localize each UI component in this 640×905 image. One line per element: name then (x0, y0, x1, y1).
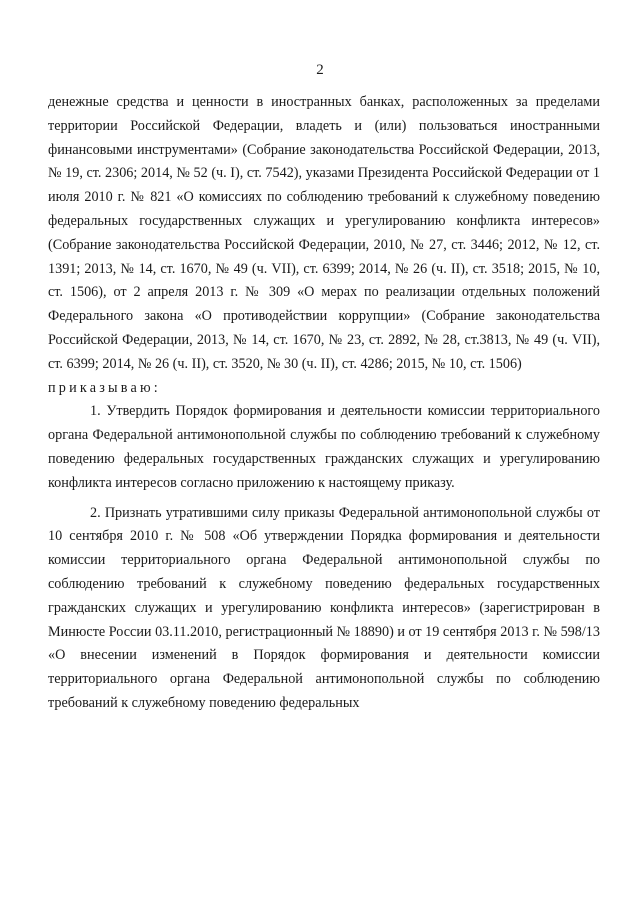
page-number: 2 (316, 62, 324, 78)
paragraph-legal-basis: денежные средства и ценности в иностранных банках, расположенных за пределами территории Российской Федерации, владеть и (или) пользоваться иностранными финансовыми инструментами» (Собрание законодательства Российской Федерации, 2013, № 19, ст. 2306; 2014, № 52 (ч. I), ст. 7542), указами Президента Российской Федерации от 1 июля 2010 г. № 821 «О комиссиях по соблюдению требований к служебному поведению федеральных государственных служащих и урегулированию конфликта интересов» (Собрание законодательства Российской Федерации, 2010, № 27, ст. 3446; 2012, № 12, ст. 1391; 2013, № 14, ст. 1670, № 49 (ч. VII), ст. 6399; 2014, № 26 (ч. II), ст. 3518; 2015, № 10, ст. 1506), от 2 апреля 2013 г. № 309 «О мерах по реализации отдельных положений Федерального закона «О противодействии коррупции» (Собрание законодательства Российской Федерации, 2013, № 14, ст. 1670, № 23, ст. 2892, № 28, ст.3813, № 49 (ч. VII), ст. 6399; 2014, № 26 (ч. II), ст. 3520, № 30 (ч. II), ст. 4286; 2015, № 10, ст. 1506) (48, 94, 600, 372)
orders-word: приказываю: (48, 379, 161, 396)
document-body (48, 91, 600, 716)
paragraph-item-2: 2. Признать утратившими силу приказы Федеральной антимонопольной службы от 10 сентября 2010 г. № 508 «Об утверждении Порядка формирования и деятельности комиссии территориального органа Федеральной антимонопольной службы по соблюдению требований к служебному поведению федеральных государственных гражданских служащих и урегулированию конфликта интересов» (зарегистрирован в Минюсте России 03.11.2010, регистрационный № 18890) и от 19 сентября 2013 г. № 598/13 «О внесении изменений в Порядок формирования и деятельности комиссии территориального органа Федеральной антимонопольной службы по соблюдению требований к служебному поведению федеральных (48, 504, 600, 711)
paragraph-item-1: 1. Утвердить Порядок формирования и деятельности комиссии территориального органа Федеральной антимонопольной службы по соблюдению требований к служебному поведению федеральных государственных гражданских служащих и урегулированию конфликта интересов согласно приложению к настоящему приказу. (48, 403, 600, 491)
